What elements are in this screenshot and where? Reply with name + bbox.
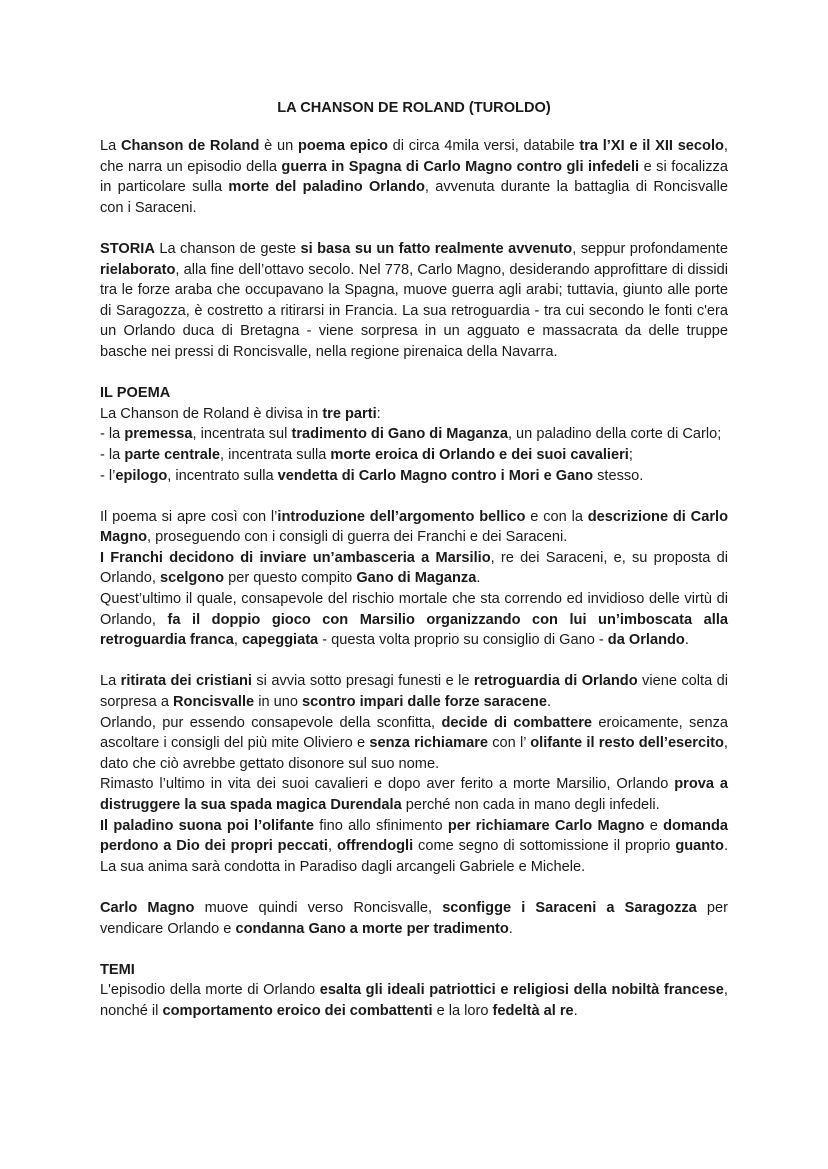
bold-text-run: guanto (675, 838, 724, 855)
bold-text-run: fa il doppio gioco con Marsilio organizzando con lui un’imboscata alla retroguardia franca (100, 611, 728, 649)
text-run: L'episodio della morte di Orlando (100, 982, 320, 999)
bold-text-run: tra l’XI e il XII secolo (579, 138, 724, 154)
text-run: , proseguendo con i consigli di guerra dei Franchi e dei Saraceni. (147, 529, 568, 546)
bold-text-run: parte centrale (124, 446, 221, 463)
text-run: muove quindi verso Roncisvalle, (194, 899, 443, 916)
bold-text-run: olifante il resto dell’esercito (530, 735, 724, 752)
bold-text-run: I Franchi decidono di inviare un’ambasceria a Marsilio (100, 549, 491, 566)
bold-text-run: retroguardia di Orlando (473, 673, 638, 690)
bold-text-run: guerra in Spagna di Carlo Magno contro gli infedeli (281, 158, 640, 175)
poema-line (100, 424, 728, 445)
bold-text-run: per richiamare Carlo Magno (447, 817, 645, 834)
text-run: La (100, 138, 121, 154)
text-run: , re dei Saraceni, e, su proposta di Orlando, (100, 549, 728, 587)
text-run: . La sua anima sarà condotta in Paradiso dagli arcangeli Gabriele e Michele. (100, 838, 729, 875)
text-run: , (327, 838, 337, 855)
temi-heading: TEMI (100, 961, 135, 978)
bold-text-run: scontro impari dalle forze saracene (302, 694, 547, 711)
bold-text-run: scelgono (160, 570, 225, 587)
bold-text-run: sconfigge i Saraceni a Saragozza (442, 899, 697, 916)
text-run: , nonché il (100, 982, 728, 1019)
poema-heading: IL POEMA (100, 385, 171, 402)
apertura-paragraph (100, 589, 728, 651)
text-run: viene colta di sorpresa a (100, 673, 728, 711)
text-run: e si focalizza in particolare sulla (100, 158, 728, 196)
text-run: con l’ (488, 735, 531, 752)
bold-text-run: STORIA (100, 240, 155, 257)
bold-text-run: senza richiamare (369, 735, 488, 752)
bold-text-run: offrendogli (336, 838, 414, 855)
text-run: , seppur profondamente (572, 240, 728, 257)
ritirata-paragraph (100, 816, 728, 878)
ritirata-paragraph (100, 774, 728, 815)
poema-line (100, 466, 728, 487)
text-run: fino allo sfinimento (314, 817, 448, 834)
text-run: ; (628, 446, 633, 463)
bold-text-run: si basa su un fatto realmente avvenuto (300, 240, 573, 257)
text-run: . (684, 632, 689, 649)
bold-text-run: vendetta di Carlo Magno contro i Mori e Gano (277, 467, 594, 484)
text-run: perché non cada in mano degli infedeli. (401, 797, 660, 813)
text-run: , (233, 632, 242, 649)
bold-text-run: condanna Gano a morte per tradimento (235, 920, 509, 937)
intro-paragraph (100, 136, 728, 218)
bold-text-run: tradimento di Gano di Maganza (291, 426, 508, 443)
bold-text-run: comportamento eroico dei combattenti (162, 1002, 433, 1019)
apertura-paragraph (100, 548, 728, 589)
bold-text-run: morte eroica di Orlando e dei suoi cavalieri (330, 446, 629, 463)
ritirata-paragraph (100, 671, 728, 712)
text-run: come segno di sottomissione il proprio (413, 838, 676, 855)
paragraph-gap (100, 218, 728, 239)
bold-text-run: ritirata dei cristiani (120, 673, 252, 690)
text-run: in uno (254, 694, 303, 711)
text-run: . (508, 920, 513, 937)
bold-text-run: Carlo Magno (100, 899, 195, 916)
text-run: è un (259, 138, 298, 154)
bold-text-run: rielaborato (100, 261, 176, 278)
bold-text-run: epilogo (115, 467, 168, 484)
apertura-paragraph (100, 507, 728, 548)
text-run: La Chanson de Roland è divisa in (100, 405, 323, 422)
text-run: , dato che ciò avrebbe gettato disonore sul suo nome. (100, 735, 728, 772)
text-run: , incentrata sulla (220, 446, 331, 463)
text-run: : (376, 405, 381, 422)
paragraph-gap (100, 486, 728, 507)
bold-text-run: esalta gli ideali patriottici e religiosi della nobiltà francese (319, 982, 724, 999)
text-run: , che narra un episodio della (100, 138, 728, 175)
temi-paragraph (100, 980, 728, 1021)
finale-paragraph (100, 898, 728, 939)
text-run: - l’ (100, 467, 116, 484)
paragraph-gap (100, 651, 728, 672)
text-run: , incentrato sulla (167, 467, 278, 484)
bold-text-run: introduzione dell’argomento bellico (277, 508, 526, 525)
document-body (100, 136, 728, 1022)
bold-text-run: Il paladino suona poi l’olifante (100, 817, 315, 834)
text-run: . (573, 1002, 578, 1019)
text-run: La (100, 673, 121, 690)
text-run: . (546, 694, 552, 711)
poema-line (100, 404, 728, 425)
text-run: , alla fine dell’ottavo secolo. Nel 778, Carlo Magno, desiderando approfittare di dissidi tra le forze araba che occupavano la Spagna, muove guerra agli arabi; tuttavia, giunto alle porte di Saragozza, è costretto a ritirarsi in Francia. La sua retroguardia - tra cui secondo le fonti c'era un Orlando duca di Bretagna - viene sorpresa in un agguato e massacrata da delle truppe basche nei pressi di Roncisvalle, nella regione pirenaica della Navarra. (100, 261, 728, 360)
text-run: - la (100, 426, 125, 443)
text-run: . (476, 570, 481, 587)
text-run: , avvenuta durante la battaglia di Roncisvalle con i Saraceni. (100, 179, 728, 216)
text-run: - questa volta proprio su consiglio di Gano - (318, 632, 608, 649)
text-run: si avvia sotto presagi funesti e le (251, 673, 474, 690)
text-run: e la loro (432, 1002, 493, 1019)
text-run: stesso. (593, 467, 644, 484)
text-run: e (644, 817, 664, 834)
text-run: eroicamente, senza ascoltare i consigli del più mite Oliviero e (100, 714, 728, 752)
bold-text-run: domanda perdono a Dio dei propri peccati (100, 817, 728, 855)
bold-text-run: descrizione di Carlo Magno (100, 508, 728, 546)
bold-text-run: da Orlando (607, 632, 685, 649)
bold-text-run: capeggiata (241, 632, 319, 649)
bold-text-run: Roncisvalle (173, 694, 255, 711)
text-run: di circa 4mila versi, databile (387, 138, 580, 154)
bold-text-run: morte del paladino Orlando (228, 179, 425, 196)
storia-paragraph (100, 239, 728, 363)
paragraph-gap (100, 877, 728, 898)
text-run: La chanson de geste (154, 240, 301, 257)
paragraph-gap (100, 939, 728, 960)
ritirata-paragraph (100, 713, 728, 775)
text-run: , incentrata sul (192, 426, 292, 443)
bold-text-run: prova a distruggere la sua spada magica Durendala (100, 776, 728, 813)
document-title: LA CHANSON DE ROLAND (TUROLDO) (277, 100, 551, 116)
bold-text-run: premessa (124, 426, 193, 443)
bold-text-run: decide di combattere (441, 714, 592, 731)
bold-text-run: Gano di Maganza (356, 570, 477, 587)
text-run: per questo compito (224, 570, 357, 587)
bold-text-run: poema epico (297, 138, 388, 154)
bold-text-run: fedeltà al re (492, 1002, 574, 1019)
text-run: , un paladino della corte di Carlo; (507, 426, 722, 443)
text-run: e con la (525, 508, 588, 525)
text-run: Il poema si apre così con l’ (100, 508, 278, 525)
text-run: Rimasto l’ultimo in vita dei suoi cavalieri e dopo aver ferito a morte Marsilio, Orlando (100, 776, 675, 793)
poema-line (100, 445, 728, 466)
bold-text-run: tre parti (322, 405, 377, 422)
text-run: Quest’ultimo il quale, consapevole del rischio mortale che sta correndo ed invidioso delle virtù di Orlando, (100, 591, 728, 628)
bold-text-run: Chanson de Roland (120, 138, 260, 154)
text-run: per vendicare Orlando e (100, 899, 729, 937)
text-run: Orlando, pur essendo consapevole della sconfitta, (100, 714, 442, 731)
text-run: - la (100, 446, 125, 463)
paragraph-gap (100, 363, 728, 384)
